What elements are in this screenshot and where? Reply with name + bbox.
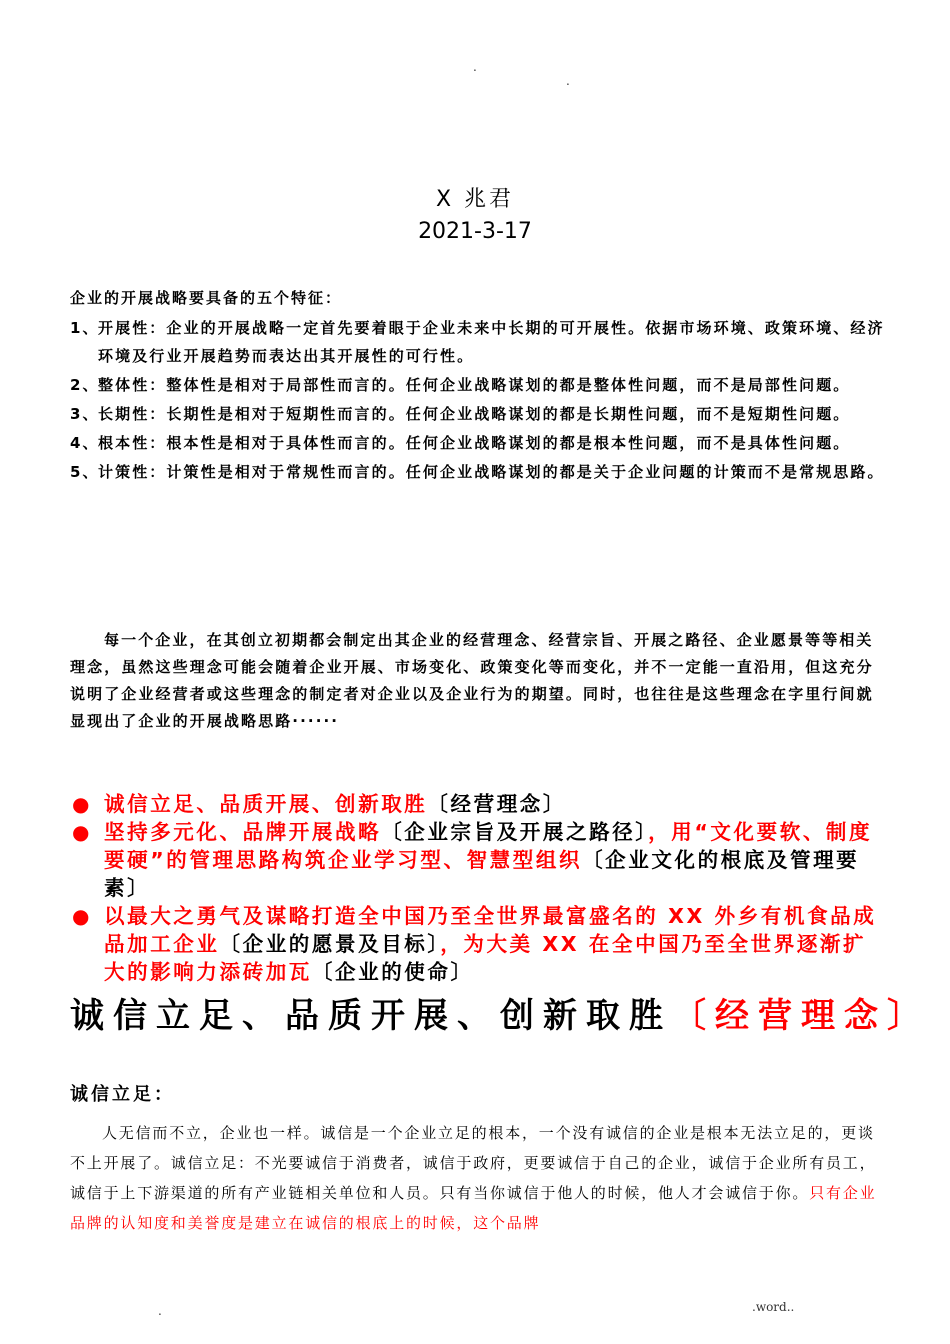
document-date: 2021-3-17 — [418, 219, 532, 244]
philosophy-bullets — [70, 790, 885, 986]
bullet-red-text: 诚信立足、品质开展、创新取胜 — [104, 792, 428, 816]
bullet-item — [70, 790, 885, 818]
feature-number: 4、 — [70, 434, 100, 452]
section-heading — [70, 992, 930, 1040]
features-list — [70, 314, 885, 487]
feature-item — [70, 371, 885, 399]
bullet-black-text: 〔企业的愿景及目标〕 — [219, 932, 441, 956]
feature-text: 长期性：长期性是相对于短期性而言的。任何企业战略谋划的都是长期性问题，而不是短期性问题。 — [98, 405, 851, 423]
bullet-dot-icon: ● — [72, 820, 93, 844]
feature-number: 2、 — [70, 376, 100, 394]
integrity-paragraph — [70, 1118, 885, 1238]
feature-text: 根本性：根本性是相对于具体性而言的。任何企业战略谋划的都是根本性问题，而不是具体性问题。 — [98, 434, 851, 452]
bullet-item — [70, 818, 885, 902]
feature-item — [70, 458, 885, 486]
feature-item — [70, 400, 885, 428]
feature-number: 3、 — [70, 405, 100, 423]
feature-number: 5、 — [70, 463, 100, 481]
bullet-red-text: 以最大之勇气及谋略打造全中国乃至全世界最富盛名的 XX 外乡有机食品成品加工企业 — [104, 904, 877, 956]
bullet-red-text: ，为大美 XX 在全中国乃至全世界逐渐扩大的影响力添砖加瓦 — [104, 932, 867, 984]
feature-item — [70, 314, 885, 370]
bullet-item — [70, 902, 885, 986]
feature-item — [70, 429, 885, 457]
bullet-dot-icon: ● — [72, 792, 93, 816]
strategy-paragraph: 每一个企业，在其创立初期都会制定出其企业的经营理念、经营宗旨、开展之路径、企业愿景等等相关理念，虽然这些理念可能会随着企业开展、市场变化、政策变化等而变化，并不一定能一直沿用，但这充分说明了企业经营者或这些理念的制定者对企业以及企业行为的期望。同时，也往往是这些理念在字里行间就显现出了企业的开展战略思路······ — [70, 631, 874, 730]
footer-word-mark: .word.. — [752, 1300, 795, 1314]
feature-text: 计策性：计策性是相对于常规性而言的。任何企业战略谋划的都是关于企业问题的计策而不是常规思路。 — [98, 463, 885, 481]
bullet-red-text: ，用“文化要软、制度要硬”的管理思路构筑企业学习型、智慧型组织 — [104, 820, 873, 872]
bullet-black-text: 〔经营理念〕 — [427, 792, 567, 816]
section-heading-tag: 〔经营理念〕 — [672, 996, 930, 1036]
bullet-dot-icon: ● — [72, 904, 93, 928]
subsection-heading: 诚信立足： — [70, 1084, 175, 1105]
feature-text: 开展性：企业的开展战略一定首先要着眼于企业未来中长期的可开展性。依据市场环境、政策环境、经济环境及行业开展趋势而表达出其开展性的可行性。 — [98, 319, 885, 365]
feature-text: 整体性：整体性是相对于局部性而言的。任何企业战略谋划的都是整体性问题，而不是局部性问题。 — [98, 376, 851, 394]
integrity-text: 人无信而不立，企业也一样。诚信是一个企业立足的根本，一个没有诚信的企业是根本无法立足的，更谈不上开展了。诚信立足：不光要诚信于消费者，诚信于政府，更要诚信于自己的企业，诚信于企业所有员工，诚信于上下游渠道的所有产业链相关单位和人员。只有当你诚信于他人的时候，他人才会诚信于你。 — [70, 1124, 877, 1202]
bullet-black-text: 〔企业文化的根底及管理要素〕 — [104, 848, 860, 900]
section-heading-main: 诚信立足、品质开展、创新取胜 — [70, 996, 672, 1036]
bullet-red-text: 坚持多元化、品牌开展战略 — [104, 820, 382, 844]
integrity-red-text: 只有企业品牌的认知度和美誉度是建立在诚信的根底上的时候，这个品牌 — [70, 1184, 877, 1232]
header-dot-left: . — [473, 60, 477, 74]
bullet-black-text: 〔企业宗旨及开展之路径〕 — [381, 820, 649, 844]
feature-number: 1、 — [70, 319, 100, 337]
header-dot-right: . — [566, 74, 570, 88]
author-name: X 兆君 — [435, 187, 515, 212]
bullet-black-text: 〔企业的使命〕 — [311, 960, 474, 984]
features-intro: 企业的开展战略要具备的五个特征： — [70, 289, 343, 307]
footer-dot: . — [158, 1304, 162, 1318]
